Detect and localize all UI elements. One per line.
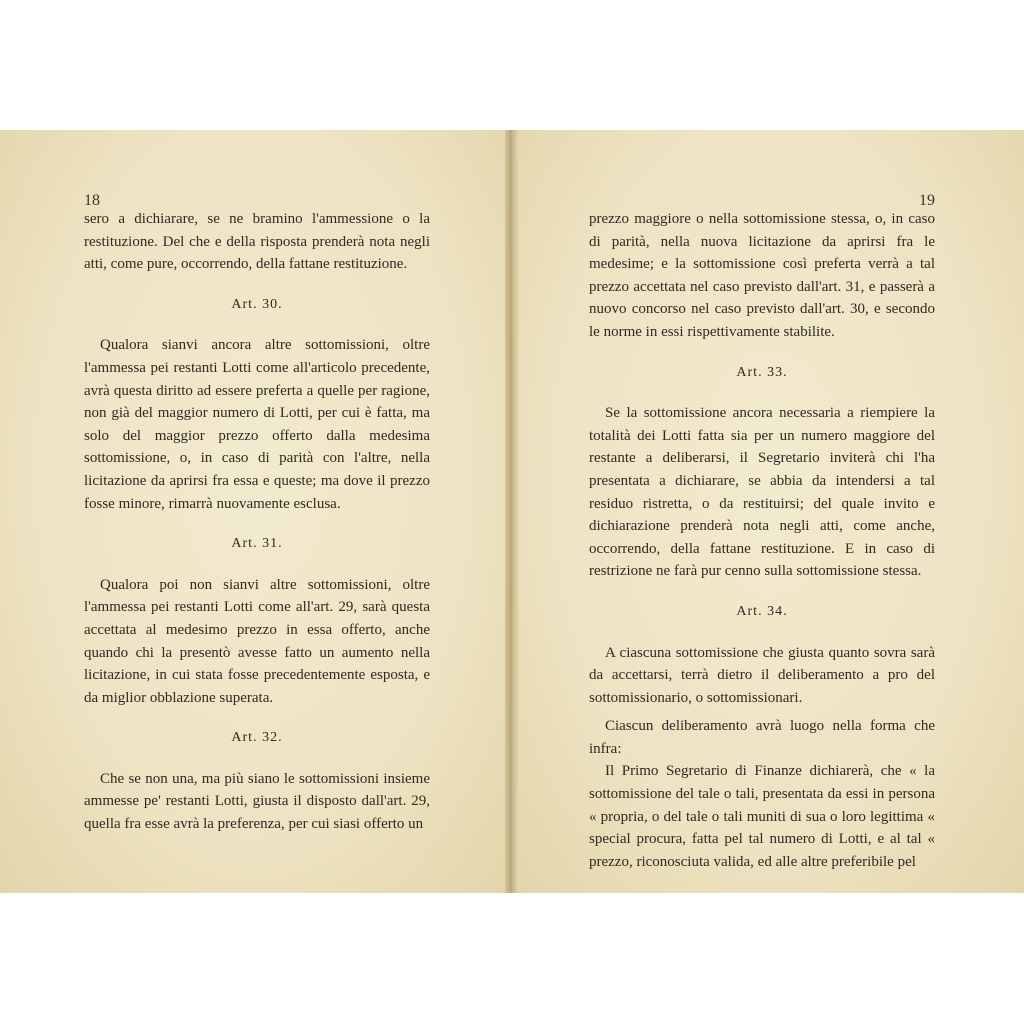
left-page-text: [84, 190, 430, 836]
article-heading: Art. 33.: [736, 364, 788, 380]
left-page: [0, 130, 508, 893]
page-number: 19: [919, 192, 935, 209]
book-gutter: [505, 130, 519, 893]
right-page: [516, 130, 1024, 893]
paragraph: prezzo maggiore o nella sottomissione stessa, o, in caso di parità, nella nuova licitazione da aprirsi fra le medesime; e la sottomissione così preferta verrà a tal prezzo accettata nel caso previsto dall'art. 31, e passerà a nuovo concorso nel caso previsto dall'art. 30, e secondo le norme in essi rispettivamente stabilite.: [589, 211, 935, 340]
paragraph: Che se non una, ma più siano le sottomissioni insieme ammesse pe' restanti Lotti, giusta il disposto dall'art. 29, quella fra esse avrà la preferenza, per cui siasi offerto un: [84, 770, 430, 833]
article-heading: Art. 34.: [736, 603, 788, 619]
article-heading: Art. 31.: [231, 536, 283, 552]
paragraph: Ciascun deliberamento avrà luogo nella forma che infra:: [589, 718, 935, 757]
paragraph: sero a dichiarare, se ne bramino l'ammessione o la restituzione. Del che e della risposta prenderà nota negli atti, come pure, occorrendo, della fattane restituzione.: [84, 211, 430, 273]
right-page-text: [589, 190, 935, 873]
article-heading: Art. 32.: [231, 730, 283, 746]
page-number: 18: [84, 192, 100, 209]
article-heading: Art. 30.: [231, 296, 283, 312]
paragraph: Qualora poi non sianvi altre sottomissioni, oltre l'ammessa pei restanti Lotti come all'art. 29, sarà questa accettata al medesimo prezzo in essa offerto, anche quando chi la presentò avesse fatto un aumento nella licitazione, in cui stata fosse precedentemente esposta, e da miglior obblazione superata.: [84, 576, 430, 706]
paragraph: Il Primo Segretario di Finanze dichiarerà, che « la sottomissione del tale o tali, presentata da essi in persona « propria, o del tale o tali muniti di sua o loro legittima « special procura, fatta pel tal numero di Lotti, e al tal « prezzo, riconosciuta valida, ed alle altre preferibile pel: [589, 763, 935, 870]
paragraph: Qualora sianvi ancora altre sottomissioni, oltre l'ammessa pei restanti Lotti come all'articolo precedente, avrà questa diritto ad essere preferta a quelle per ragione, non già del maggior numero di Lotti, per cui è fatta, ma solo del maggior prezzo offerto dalla medesima sottomissione, o, in caso di parità con l'altre, nella licitazione da aprirsi fra essa e queste; ma dove il prezzo fosse minore, rimarrà nuovamente esclusa.: [84, 337, 430, 512]
paragraph: Se la sottomissione ancora necessaria a riempiere la totalità dei Lotti fatta sia per un numero maggiore del restante a deliberarsi, il Segretario inviterà chi l'ha presentata a dichiarare, se abbia da intendersi a tal residuo ristretta, o da restituirsi; del quale invito e dichiarazione prenderà nota negli atti, come anche, occorrendo, della fattane restituzione. E in caso di restrizione ne farà pur cenno sulla sottomissione stessa.: [589, 405, 935, 580]
paragraph: A ciascuna sottomissione che giusta quanto sovra sarà da accettarsi, terrà dietro il deliberamento a pro del sottomissionario, o sottomissionari.: [589, 644, 935, 706]
